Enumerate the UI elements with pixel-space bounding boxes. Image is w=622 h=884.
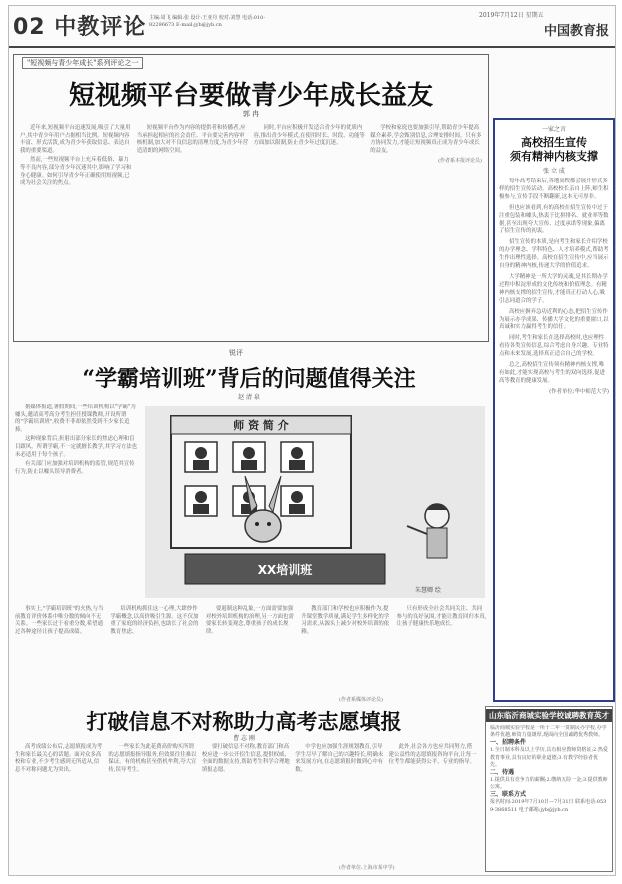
cartoon-credit: 朱慧卿 绘 bbox=[415, 587, 441, 594]
article-kicker: 锐评 bbox=[229, 349, 243, 357]
article-column bbox=[202, 744, 290, 870]
cartoon-illustration bbox=[145, 406, 485, 598]
article-headline: “学霸培训班”背后的问题值得关注 bbox=[82, 366, 416, 392]
article-lead-column bbox=[15, 404, 139, 600]
paragraph: 要打破信息不对称,教育部门和高校应进一步公开招生信息,提供权威、全面的数据支持,帮助考生科学合理地填报志愿。 bbox=[201, 744, 290, 773]
section-name: 中教评论 bbox=[54, 15, 147, 40]
article-column bbox=[110, 606, 200, 702]
paragraph: 大学精神是一所大学的灵魂,是其长期办学过程中积淀形成的文化传统和价值理念。有精神内核支撑的招生宣传,才能真正打动人心,吸引志同道合的学子。 bbox=[499, 273, 608, 304]
article-body bbox=[15, 606, 487, 702]
paragraph: 招生宣传的本质,是向考生和家长介绍学校的办学理念、学科特色、人才培养模式,帮助考生作出理性选择。高校在招生宣传中,应当展示自身的精神内核,传递大学的价值追求。 bbox=[499, 239, 609, 270]
author-note: (作者单位:上海市某中学) bbox=[339, 865, 395, 871]
opinion-column-box bbox=[493, 118, 615, 702]
paragraph: 同时,平台应积极开发适合青少年的优质内容,推出青少年模式,在使用时长、时段、功能等方面加以限制,防止青少年过度沉迷。 bbox=[253, 125, 365, 147]
paragraph: 要遏制这种乱象,一方面需要加强对校外培训机构的治理,另一方面也需要家长转变观念,尊重孩子的成长规律。 bbox=[205, 606, 294, 635]
ad-body bbox=[490, 725, 608, 867]
newspaper-page bbox=[8, 5, 616, 876]
column-tag: 一家之言 bbox=[541, 126, 566, 133]
feature-byline: 郭 冉 bbox=[242, 110, 260, 118]
paragraph: 此外,社会各方也应共同努力,搭建公益性的志愿填报咨询平台,让每一位考生都能获得公平、专业的指导。 bbox=[388, 744, 477, 766]
article-column bbox=[397, 606, 487, 702]
paragraph: 学校和家庭也要加强引导,帮助青少年提高媒介素养,学会甄别信息,合理安排时间。只有多方协同发力,才能让短视频真正成为青少年成长的益友。 bbox=[370, 125, 482, 154]
feature-column bbox=[254, 125, 366, 335]
article-column bbox=[15, 744, 103, 870]
article-headline: 打破信息不对称助力高考志愿填报 bbox=[86, 710, 402, 734]
paragraph: 同时,考生和家长在选择高校时,也应理性看待各类宣传信息,综合考虑自身兴趣、专业特点和未来发展,选择真正适合自己的学校。 bbox=[499, 335, 609, 358]
paragraph: 然而,一些短视频平台上充斥着低俗、暴力等不良内容,部分青少年沉迷其中,影响了学习和身心健康。如何引导青少年正确使用短视频,已成为社会关注的焦点。 bbox=[20, 157, 132, 187]
article-column bbox=[301, 606, 391, 702]
paragraph: 高考成绩公布后,志愿填报成为考生和家长最关心的话题。面对众多高校和专业,不少考生感到无所适从,信息不对称问题尤为突出。 bbox=[15, 744, 103, 773]
paragraph: 近年来,短视频平台迅速发展,吸引了大量用户,其中青少年用户占据相当比例。短视频内容丰富、形式活泼,成为青少年获取信息、表达自我的重要渠道。 bbox=[20, 125, 131, 154]
ad-benefits: 1.提供具有竞争力的薪酬;2.缴纳五险一金;3.提供教师公寓。 bbox=[490, 777, 608, 791]
feature-column bbox=[137, 125, 249, 335]
ad-requirements: 1.全日制本科及以上学历,具有相应教师资格证;2.热爱教育事业,具有良好的职业道德;3.有教学经验者优先。 bbox=[490, 747, 608, 768]
paragraph: 高校应摒弃急功近利的心态,把招生宣传作为展示办学成果、传播大学文化的重要窗口,以真诚和实力赢得考生的信任。 bbox=[499, 308, 609, 331]
ad-section-heading: 一、招聘条件 bbox=[490, 739, 527, 747]
paragraph: 每年高考结束后,各地高校都会展开形式多样的招生宣传活动。高校校长亲自上阵,师生积极参与,宣传手段不断翻新,这本无可厚非。 bbox=[499, 178, 609, 200]
masthead-logo: 中国教育报 bbox=[544, 24, 610, 39]
series-label: "短视频与青少年成长"系列评论之一 bbox=[22, 57, 143, 69]
editor-info: 主编:周飞 编辑:张 设计:王亚丹 校对:刘慧 电话:010-82296673 E-mail:jyb@jyb.cn bbox=[149, 15, 266, 28]
article-column bbox=[15, 606, 105, 702]
section-label bbox=[13, 10, 146, 41]
ad-section-heading: 三、联系方式 bbox=[490, 791, 527, 799]
article-column bbox=[295, 744, 383, 870]
ad-headline: 山东临沂商城实验学校诚聘教育英才 bbox=[486, 709, 612, 722]
paragraph: 一些家长为此花费高价购买所谓的志愿填报指导服务,但效果往往难以保证。有的机构甚至借机牟利,夸大宣传,误导考生。 bbox=[108, 744, 197, 773]
feature-article bbox=[13, 54, 489, 342]
author-note: (作者单位:华中师范大学) bbox=[549, 388, 609, 395]
issue-date: 2019年7月12日 星期五 bbox=[479, 12, 544, 19]
paragraph: 教育部门和学校也应积极作为,提升课堂教学质量,满足学生多样化的学习需求,从源头上减少对校外培训的依赖。 bbox=[301, 606, 390, 635]
paragraph: 总之,高校招生宣传须有精神内核支撑,唯有如此,才能实现高校与考生的双向选择,促进高等教育的健康发展。 bbox=[499, 362, 605, 384]
author-note: (作者系本报评论员) bbox=[438, 158, 482, 165]
recruitment-ad bbox=[485, 706, 613, 872]
article-column bbox=[108, 744, 196, 870]
article-byline: 曹 志 刚 bbox=[233, 735, 255, 742]
feature-column bbox=[370, 125, 482, 335]
board-title: 师 资 简 介 bbox=[233, 419, 289, 432]
section-number: 02 bbox=[13, 15, 46, 40]
article-column bbox=[206, 606, 296, 702]
article-body bbox=[15, 744, 477, 870]
ad-section-heading: 二、待遇 bbox=[490, 769, 515, 777]
column-headline bbox=[495, 136, 613, 164]
feature-body bbox=[20, 125, 482, 335]
feature-column bbox=[20, 125, 132, 335]
feature-headline: 短视频平台要做青少年成长益友 bbox=[68, 81, 433, 111]
page-header bbox=[9, 6, 615, 48]
column-byline: 张 立 成 bbox=[543, 168, 565, 175]
article-byline: 赵 清 泉 bbox=[238, 394, 260, 401]
author-note: (作者系媒体评论员) bbox=[339, 697, 383, 703]
paragraph: 只有形成全社会共同关注、共同参与的良好氛围,才能让教育回归本真,让孩子健康快乐地成长。 bbox=[396, 606, 487, 628]
paragraph: 但也应该看到,有的高校在招生宣传中过于注重包装和噱头,热衷于比拼排名、就业率等数据,甚至出现夸大宣传、过度承诺等现象,偏离了招生宣传的初衷。 bbox=[499, 204, 609, 235]
column-body bbox=[499, 178, 609, 694]
ad-intro: 临沂商城实验学校是一所十二年一贯制民办学校,办学条件优越,师资力量雄厚,现面向全国诚聘优秀教师。 bbox=[490, 725, 607, 739]
paragraph: 这种现象背后,折射出部分家长的焦虑心理和盲目跟风。所谓学霸,不一定就擅长教学,其学习方法也未必适用于每个孩子。 bbox=[15, 436, 138, 458]
ad-contact: 报名时间:2019年7月10日—7月31日 联系电话:0539-3868511 电子邮箱:jyb@jyb.cn bbox=[490, 799, 607, 813]
headline-line: 高校招生宣传 bbox=[521, 136, 587, 149]
paragraph: 中学也应加强生涯规划教育,引导学生尽早了解自己的兴趣特长,明确未来发展方向,在志愿填报时做到心中有数。 bbox=[295, 744, 384, 773]
paragraph: 据媒体报道,暑假期间,一些培训机构以"学霸"为噱头,邀请高考高分考生担任授课教师,开设所谓的"学霸培训班",收费不菲却依然受到不少家长追捧。 bbox=[15, 404, 136, 433]
article-column bbox=[389, 744, 477, 870]
paragraph: 有关部门应加强对培训机构的监管,规范其宣传行为,防止以噱头误导消费者。 bbox=[15, 461, 135, 475]
paragraph: 短视频平台作为内容的提供者和传播者,应当承担起相应的社会责任。平台要完善内容审核机制,加大对不良信息的清理力度,为青少年营造清朗的网络空间。 bbox=[136, 125, 248, 154]
paragraph: 培训机构抓住这一心理,大肆炒作学霸概念,以高价吸引生源。这不仅加重了家庭的经济负担,也助长了社会的教育焦虑。 bbox=[110, 606, 199, 635]
podium-banner: XX培训班 bbox=[257, 563, 313, 577]
paragraph: 事实上,"学霸培训班"的火热,与当前教育评价体系中唯分数的倾向不无关系。一些家长过于看重分数,希望通过各种途径让孩子提高成绩。 bbox=[15, 606, 104, 635]
headline-line: 须有精神内核支撑 bbox=[510, 150, 598, 163]
